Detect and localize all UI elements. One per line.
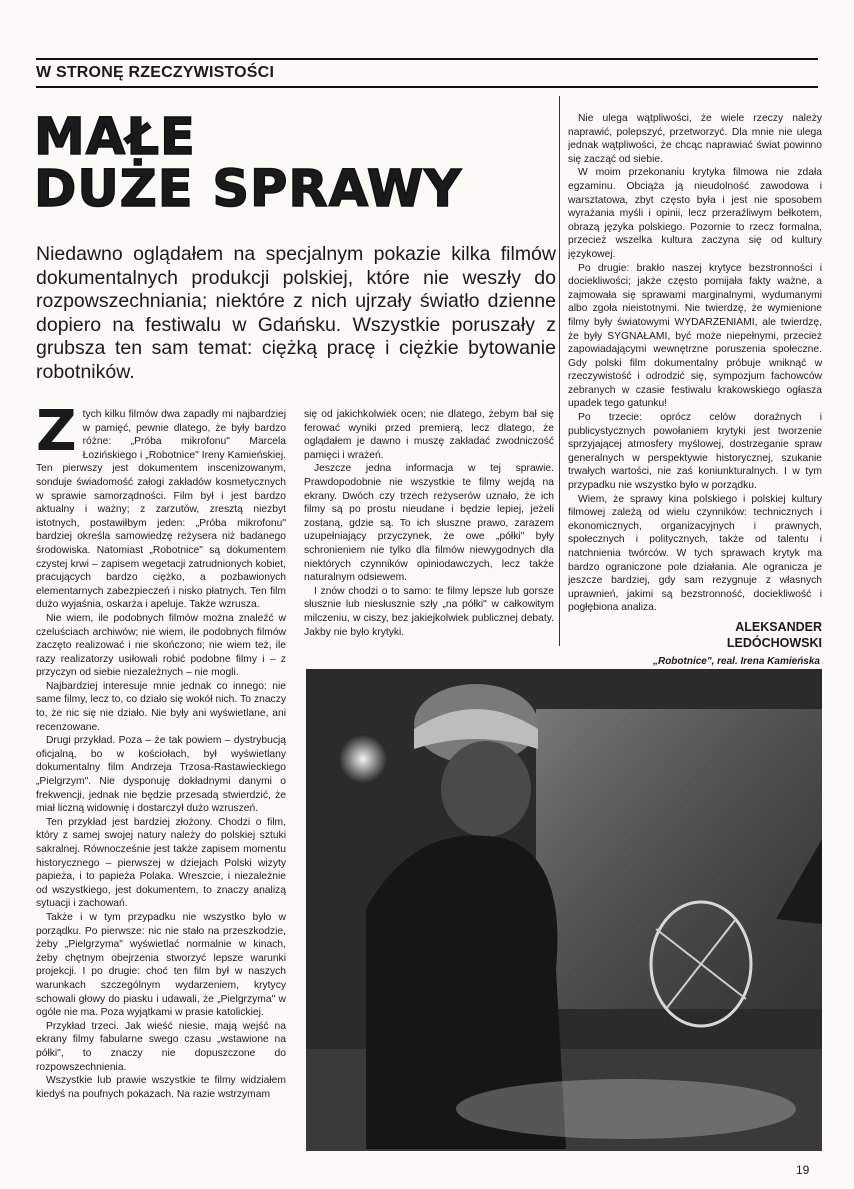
author-first-name: ALEKSANDER (735, 619, 822, 634)
paragraph: Przykład trzeci. Jak wieść niesie, mają wejść na ekrany filmy fabularne swego czasu „wstawione na półki", to znaczy nie dopuszczone do rozpowszechnienia. (36, 1020, 286, 1073)
page-number: 19 (796, 1163, 810, 1177)
lead-paragraph: Niedawno oglądałem na specjalnym pokazie kilka filmów dokumentalnych produkcji polskiej, które nie weszły do rozpowszechniania; niektóre z nich ujrzały światło dzienne dopiero na festiwalu w Gdańsku. Wszystkie poruszały z grubsza ten sam temat: ciężką pracę i ciężkie bytowanie robotników. (36, 243, 556, 383)
paragraph-text: tych kilku filmów dwa zapadły mi najbardziej w pamięć, pewnie dlatego, że były bardzo różne: „Próba mikrofonu" Marcela Łozińskiego i „Robotnice" Ireny Kamieńskiej. Ten pierwszy jest dokumentem inscenizowanym, sonduje świadomość załogi zakładów kosmetycznych w sprawie samorządności. Film był i jest bardzo aktualny i ważny; z zarzutów, zresztą niezbyt istotnych, postawiłbym jeden: „Próba mikrofonu" bardziej określa samowiedzę reżysera niż badanego środowiska. Natomiast „Robotnice" są dokumentem czystej krwi – zapisem wegetacji zatrudnionych kobiet, pracujących bardzo ciężko, a pozbawionych elementarnych zabezpieczeń i nisko płatnych. Ten film dużo wyjaśnia, oskarża i apeluje. Także wzrusza. (36, 409, 286, 611)
photo-illustration (306, 669, 822, 1151)
paragraph: I znów chodzi o to samo: te filmy lepsze lub gorsze słusznie lub niesłusznie szły „na półki" w całkowitym milczeniu, w ciszy, bez jakiejkolwiek publicznej debaty. Jakby nie było krytyki. (304, 585, 554, 638)
paragraph: Wszystkie lub prawie wszystkie te filmy widziałem kiedyś na poufnych pokazach. Na razie wstrzymam (36, 1075, 286, 1100)
paragraph: Drugi przykład. Poza – że tak powiem – dystrybucją oficjalną, bo w kościołach, był wyświetlany dokumentalny film Andrzeja Trzosa-Rastawieckiego „Pielgrzym". Nie dysponuję dokładnymi danymi o frekwencji, jednak nie będzie przesadą stwierdzić, że miał liczną widownię i dostarczył dużo wzruszeń. (36, 735, 286, 815)
column-2 (304, 408, 554, 644)
film-still-photo (306, 669, 822, 1151)
column-divider (559, 96, 560, 646)
author-name (568, 619, 822, 651)
section-heading (36, 58, 818, 88)
paragraph: Także i w tym przypadku nie wszystko było w porządku. Po pierwsze: nic nie stało na przeszkodzie, żeby „Pielgrzyma" wyświetlać normalnie w kinach, żeby chętnym obejrzenia stworzyć lepsze warunki projekcji. I po drugie: choć ten film był w naszych warunkach szczególnym wydarzeniem, krytycy schowali głowy do piasku i udawali, że „Pielgrzyma" w ogóle nie ma. Poza wyjątkami w prasie katolickiej. (36, 911, 286, 1019)
paragraph: Ten przykład jest bardziej złożony. Chodzi o film, który z samej swojej natury należy do polskiej sztuki sakralnej. Równocześnie jest także zapisem momentu historycznego – pierwszej w dziejach Polski wizyty papieża, i to papieża Polaka. Wreszcie, i niezależnie od wszystkiego, jest dokumentem, to znaczy analizą sytuacji i zachowań. (36, 816, 286, 910)
paragraph: Nie wiem, ile podobnych filmów można znaleźć w czeluściach archiwów; nie wiem, ile podobnych filmów zaczęto realizować i nie skończono; nie wiem też, ile razy realizatorzy usiłowali robić podobne filmy i – z przyczyn od siebie niezależnych – nie mogli. (36, 612, 286, 679)
section-heading-text: W STRONĘ RZECZYWISTOŚCI (36, 64, 275, 81)
paragraph: Po drugie: brakło naszej krytyce bezstronności i dociekliwości; jakże często pomijała fakty ważne, a zajmowała się sprawami marginalnymi, wydumanymi albo zgoła nieistotnymi. Nie twierdzę, że wymienione filmy były światowymi WYDARZENIAMI, ale twierdzę, że były SYGNAŁAMI, być może niepełnymi, przecież zapowiadającymi wewnętrzne poruszenia społeczne. Gdy polski film dokumentalny próbuje wniknąć w rzeczywistość i odrodzić się, sympozjum fachowców zebranych w czasie festiwalu krakowskiego ogłasza upadek tego gatunku! (568, 262, 822, 410)
paragraph: W moim przekonaniu krytyka filmowa nie zdała egzaminu. Obciąża ją nieudolność zawodowa i warsztatowa, zbyt często była i jest nie sposobem wyrażania myśli i opinii, lecz przeraźliwym bełkotem, obrazą języka polskiego. Pozornie to rzecz formalna, przecież wszelka kultura zaczyna się od kultury językowej. (568, 167, 822, 260)
paragraph: się od jakichkolwiek ocen; nie dlatego, żebym bał się ferować wyniki przed premierą, lecz dlatego, że oglądałem je dawno i muszę zakładać zwodniczość pamięci i wrażeń. (304, 409, 554, 461)
paragraph: Jeszcze jedna informacja w tej sprawie. Prawdopodobnie nie wszystkie te filmy wejdą na ekrany. Dwóch czy trzech reżyserów uznało, że ich filmy są po prostu nieudane i będzie lepiej, jeżeli zostaną, gdzie są. To ich słuszne prawo, zarazem uzupełniający przyczynek, że owe „półki" były schronieniem nie tylko dla filmów niewygodnych dla niektórych czynników opiniodawczych, lecz także naturalnym odsiewem. (304, 463, 554, 584)
paragraph: Najbardziej interesuje mnie jednak co innego: nie same filmy, lecz to, co działo się wokół nich. To znaczy to, że nic się nie działo. Nie były ani wyświetlane, ani recenzowane. (36, 680, 286, 733)
paragraph: Nie ulega wątpliwości, że wiele rzeczy należy naprawić, polepszyć, przetworzyć. Dla mnie nie ulega jednak wątpliwości, że chcąc naprawiać świat powinno się zacząć od siebie. (568, 113, 822, 165)
article-title (34, 108, 574, 219)
paragraph-first (36, 408, 286, 612)
paragraph: Wiem, że sprawy kina polskiego i polskiej kultury filmowej zależą od wielu czynników: technicznych i ekonomicznych, organizacyjnych i prawnych, społecznych i politycznych, także od talentu i natchnienia twórców. W tych sprawach krytyk ma bardzo ograniczone pole działania. Ale ogranicza je jeszcze bardziej, gdy sam rezygnuje z własnych uprawnień, jakimi są bezstronność, dociekliwość i pogłębiona analiza. (568, 493, 822, 614)
drop-cap: Z (36, 408, 77, 464)
title-line-2: DUŻE SPRAWY (34, 160, 463, 219)
photo-caption: „Robotnice", real. Irena Kamieńska (652, 656, 820, 667)
paragraph: Po trzecie: oprócz celów doraźnych i publicystycznych powołaniem krytyki jest tworzenie sprzyjającej atmosfery myślowej, dostrzeganie spraw generalnych w perspektywie historycznej, szukanie trwałych wartości, nie zaś koniunkturalnych. I w tym przypadku nie wszystko było w porządku. (568, 412, 822, 492)
column-3 (568, 112, 822, 652)
author-last-name: LEDÓCHOWSKI (726, 635, 822, 650)
title-line-1: MAŁE (34, 108, 196, 167)
column-1 (36, 408, 286, 1160)
